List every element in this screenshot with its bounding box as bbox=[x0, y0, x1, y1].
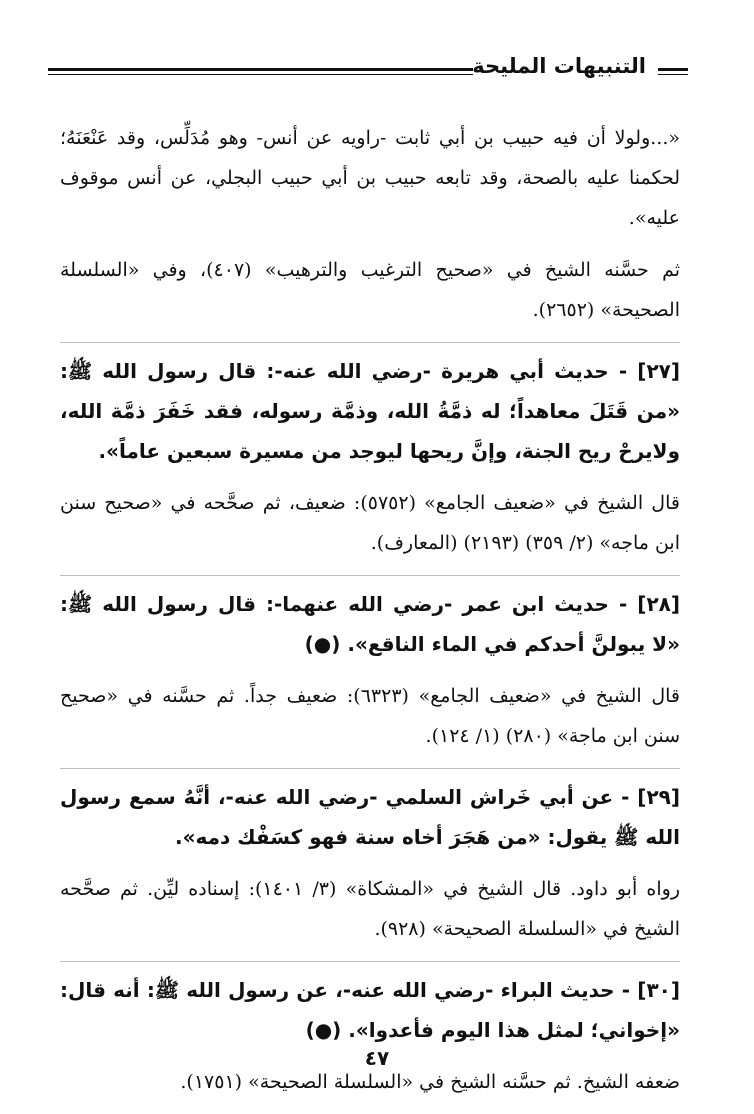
page-number: ٤٧ bbox=[364, 1046, 390, 1070]
header-dash bbox=[658, 68, 688, 75]
divider bbox=[60, 342, 680, 343]
hadith-27: [٢٧] - حديث أبي هريرة -رضي الله عنه-: قال رسول الله ﷺ: «من قَتَلَ معاهداً؛ له ذمَّةُ الله، وذمَّة رسوله، فقد خَفَرَ ذمَّة الله، ولايرحْ ريح الجنة، وإنَّ ريحها ليوجد من مسيرة سبعين عاماً». bbox=[60, 359, 680, 463]
divider bbox=[60, 575, 680, 576]
grading-29: رواه أبو داود. قال الشيخ في «المشكاة» (٣/ ١٤٠١): إسناده ليِّن. ثم صحَّحه الشيخ في «السلسلة الصحيحة» (٩٢٨). bbox=[60, 878, 680, 940]
hadith-28: [٢٨] - حديث ابن عمر -رضي الله عنهما-: قال رسول الله ﷺ: «لا يبولنَّ أحدكم في الماء الناقع». (●) bbox=[60, 592, 680, 656]
paragraph-grading: ثم حسَّنه الشيخ في «صحيح الترغيب والترهيب» (٤٠٧)، وفي «السلسلة الصحيحة» (٢٦٥٢). bbox=[60, 259, 680, 321]
running-header bbox=[48, 54, 688, 86]
grading-30: ضعفه الشيخ. ثم حسَّنه الشيخ في «السلسلة الصحيحة» (١٧٥١). bbox=[180, 1071, 680, 1093]
page-body bbox=[60, 118, 680, 1114]
header-rule bbox=[48, 68, 473, 75]
header-title: التنبيهات المليحة bbox=[472, 54, 646, 78]
divider bbox=[60, 768, 680, 769]
grading-28: قال الشيخ في «ضعيف الجامع» (٦٣٢٣): ضعيف جداً. ثم حسَّنه في «صحيح سنن ابن ماجة» (٢٨٠) (١/ ١٢٤). bbox=[60, 685, 680, 747]
divider bbox=[60, 961, 680, 962]
paragraph-quote: «...ولولا أن فيه حبيب بن أبي ثابت -راويه عن أنس- وهو مُدَلِّس، وقد عَنْعَنَهُ؛ لحكمنا عليه بالصحة، وقد تابعه حبيب بن أبي حبيب البجلي، عن أنس موقوف عليه». bbox=[60, 127, 680, 229]
hadith-30: [٣٠] - حديث البراء -رضي الله عنه-، عن رسول الله ﷺ: أنه قال: «إخواني؛ لمثل هذا اليوم فأعدوا». (●) bbox=[60, 978, 680, 1042]
grading-27: قال الشيخ في «ضعيف الجامع» (٥٧٥٢): ضعيف، ثم صحَّحه في «صحيح سنن ابن ماجه» (٢/ ٣٥٩) (٢١٩٣) (المعارف). bbox=[60, 492, 680, 554]
hadith-29: [٢٩] - عن أبي خَراش السلمي -رضي الله عنه-، أنَّهُ سمع رسول الله ﷺ يقول: «من هَجَرَ أخاه سنة فهو كسَفْك دمه». bbox=[60, 785, 680, 849]
